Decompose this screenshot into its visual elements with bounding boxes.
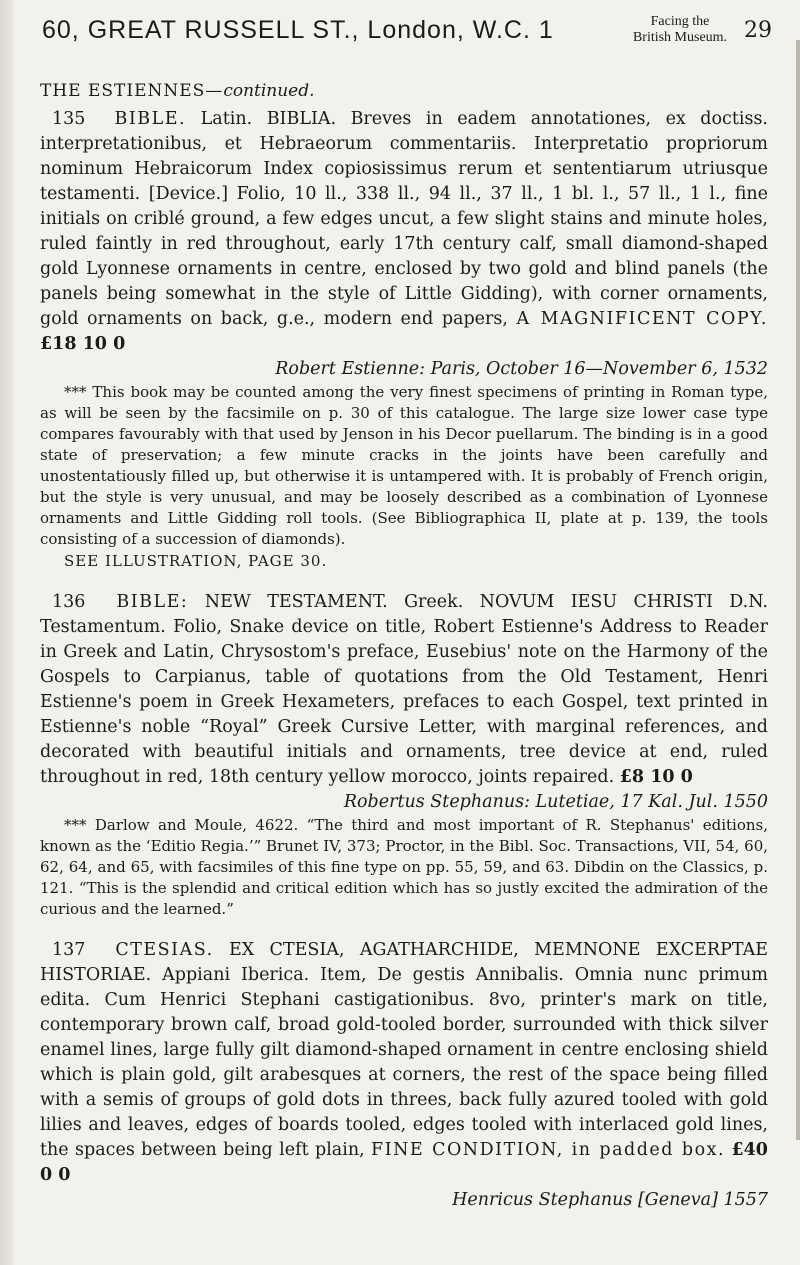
- catalogue-entry: [40, 590, 768, 920]
- entry-highlight: FINE CONDITION, in padded box.: [371, 1140, 726, 1160]
- section-title: THE ESTIENNES—: [40, 81, 224, 101]
- entry-imprint: Robert Estienne: Paris, October 16—November 6, 1532: [275, 358, 768, 379]
- entry-description: [40, 938, 768, 1188]
- header-address: 60, GREAT RUSSELL ST., London, W.C. 1: [42, 16, 554, 44]
- entry-body: NEW TESTAMENT. Greek. NOVUM IESU CHRISTI D.N. Testamentum. Folio, Snake device on title, Robert Estienne's Address to Reader in Greek and Latin, Chrysostom's preface, Eusebius' note on the Harmony of the Gospels to Carpianus, table of quotations from the Old Testament, Henri Estienne's poem in Greek Hexameters, prefaces to each Gospel, text printed in Estienne's noble “Royal” Greek Cursive Letter, with marginal references, and decorated with beautiful initials and ornaments, tree device at end, ruled throughout in red, 18th century yellow morocco, joints repaired.: [40, 592, 768, 787]
- lot-number: 137: [52, 940, 86, 960]
- entry-title: BIBLE:: [116, 592, 189, 612]
- catalogue-entry: [40, 107, 768, 573]
- facing-line-2: British Museum.: [632, 30, 728, 45]
- lot-number: 135: [52, 108, 86, 129]
- entry-price: £40 0 0: [40, 1140, 768, 1185]
- entry-see-also: SEE ILLUSTRATION, PAGE 30.: [64, 551, 328, 570]
- entry-highlight: A MAGNIFICENT COPY.: [516, 308, 768, 329]
- entry-price: £8 10 0: [619, 767, 693, 787]
- entry-imprint: Henricus Stephanus [Geneva] 1557: [452, 1190, 768, 1210]
- entry-description: [40, 590, 768, 790]
- facing-line-1: Facing the: [650, 14, 710, 29]
- entry-price: £18 10 0: [40, 333, 126, 354]
- entry-title: CTESIAS.: [115, 940, 214, 960]
- section-continued: continued.: [223, 81, 315, 101]
- entry-description: [40, 107, 768, 357]
- entry-note: *** This book may be counted among the very finest specimens of printing in Roman type, as will be seen by the facsimile on p. 30 of this catalogue. The large size lower case type compares favourably with that used by Jenson in his Decor puellarum. The binding is in a good state of preservation; a few minute cracks in the joints have been carefully and unostentatiously filled up, but otherwise it is untampered with. It is probably of French origin, but the style is very unusual, and may be loosely described as a combination of Lyonnese ornaments and Little Gidding roll tools. (See Bibliographica II, plate at p. 139, the tools consisting of a succession of diamonds).: [40, 382, 768, 548]
- page-edge: [796, 40, 800, 1140]
- section-heading: [40, 80, 768, 103]
- entry-title: BIBLE.: [114, 108, 187, 129]
- catalogue-entry: [40, 938, 768, 1213]
- lot-number: 136: [52, 592, 86, 612]
- entry-body: Latin. BIBLIA. Breves in eadem annotationes, ex doctiss. interpretationibus, et Hebraeorum commentariis. Interpretatio propriorum nominum Hebraicorum Index copiosissimus rerum et sententiarum utriusque testamenti. [Device.] Folio, 10 ll., 338 ll., 94 ll., 37 ll., 1 bl. l., 57 ll., 1 l., fine initials on criblé ground, a few edges uncut, a few slight stains and minute holes, ruled faintly in red throughout, early 17th century calf, small diamond-shaped gold Lyonnese ornaments in centre, enclosed by two gold and blind panels (the panels being somewhat in the style of Little Gidding), with corner ornaments, gold ornaments on back, g.e., modern end papers,: [40, 108, 768, 329]
- entry-note: *** Darlow and Moule, 4622. “The third and most important of R. Stephanus' editions, known as the ‘Editio Regia.’” Brunet IV, 373; Proctor, in the Bibl. Soc. Transactions, VII, 54, 60, 62, 64, and 65, with facsimiles of this fine type on pp. 55, 59, and 63. Dibdin on the Classics, p. 121. “This is the splendid and critical edition which has so justly excited the admiration of the curious and the learned.”: [40, 816, 768, 918]
- entry-imprint: Robertus Stephanus: Lutetiae, 17 Kal. Jul. 1550: [343, 792, 768, 812]
- page-header: [42, 14, 772, 60]
- page-number: 29: [744, 18, 772, 43]
- page-gutter: [0, 0, 14, 1265]
- catalogue-content: [40, 80, 768, 1231]
- entry-body: EX CTESIA, AGATHARCHIDE, MEMNONE EXCERPTAE HISTORIAE. Appiani Iberica. Item, De gestis Annibalis. Omnia nunc primum edita. Cum Henrici Stephani castigationibus. 8vo, printer's mark on title, contemporary brown calf, broad gold-tooled border, surrounded with thick silver enamel lines, large fully gilt diamond-shaped ornament in centre enclosing shield which is plain gold, gilt arabesques at corners, the rest of the space being filled with a semis of groups of gold dots in threes, back fully azured tooled with gold lilies and leaves, edges of boards tooled, edges tooled with interlaced gold lines, the spaces between being left plain,: [40, 940, 768, 1160]
- header-facing: [620, 14, 740, 46]
